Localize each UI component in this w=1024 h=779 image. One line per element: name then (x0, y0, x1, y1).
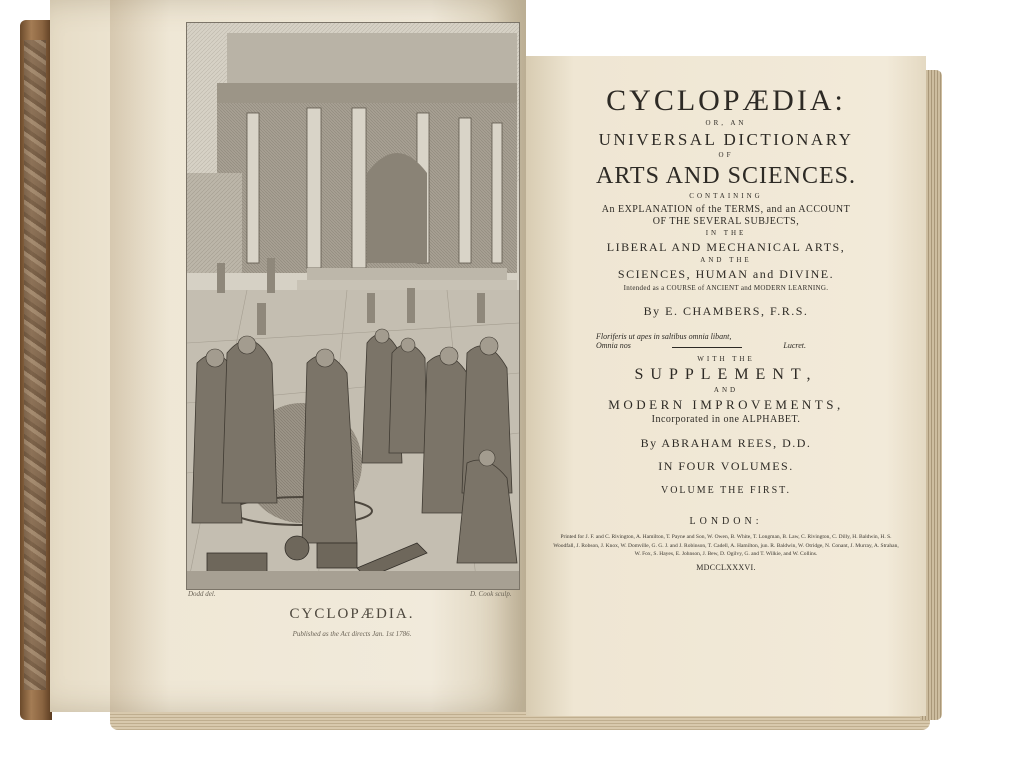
quote-source: Lucret. (783, 340, 806, 350)
engraving-credit-left: Dodd del. (188, 590, 216, 598)
explanation-line: An EXPLANATION of the TERMS, and an ACCOUNT (601, 204, 851, 216)
frontispiece-engraving (186, 22, 520, 590)
liberal-arts-line: LIBERAL AND MECHANICAL ARTS, (606, 239, 846, 254)
frontispiece-published-note: Published as the Act directs Jan. 1st 1786. (292, 630, 412, 638)
and-the-label: AND THE (700, 256, 752, 265)
subtitle-or-an: OR, AN (705, 119, 747, 127)
in-the-label: IN THE (705, 229, 747, 238)
quote-line-1: Floriferis ut apes in saltibus omnia libant, (596, 331, 732, 341)
author-chambers: By E. CHAMBERS, F.R.S. (643, 303, 809, 318)
modern-improvements-line: MODERN IMPROVEMENTS, (608, 396, 844, 412)
sciences-line: SCIENCES, HUMAN and DIVINE. (617, 266, 835, 281)
engraving-illustration (187, 23, 519, 589)
book-title: CYCLOPÆDIA: (606, 84, 846, 117)
containing-label: CONTAINING (689, 192, 763, 201)
volumes-line: IN FOUR VOLUMES. (658, 459, 794, 474)
quote-rule (672, 341, 742, 348)
engraving-credit-right: D. Cook sculp. (470, 590, 512, 598)
intended-line: Intended as a COURSE of ANCIENT and MODERN LEARNING. (623, 283, 829, 292)
marbled-cover (24, 40, 46, 690)
and-label: AND (713, 386, 739, 395)
author-rees: By ABRAHAM REES, D.D. (640, 436, 812, 451)
subtitle-of: OF (718, 151, 734, 160)
supplement-line: SUPPLEMENT, (634, 366, 818, 384)
with-the-label: WITH THE (697, 354, 755, 363)
volume-line: VOLUME THE FIRST. (660, 485, 792, 497)
quote-line-2: Omnia nos (596, 340, 631, 350)
subtitle-arts: ARTS AND SCIENCES. (596, 163, 856, 190)
frontispiece-caption: CYCLOPÆDIA. (289, 606, 415, 622)
latin-quote (596, 332, 916, 350)
several-subjects-line: OF THE SEVERAL SUBJECTS, (652, 216, 800, 228)
title-page (536, 84, 916, 577)
incorporated-line: Incorporated in one ALPHABET. (651, 414, 801, 426)
page-fold (110, 0, 170, 712)
subtitle-universal: UNIVERSAL DICTIONARY (598, 129, 854, 149)
printers-list: Printed for J. F. and C. Rivington, A. Hamilton, T. Payne and Son, W. Owen, B. White, T. Longman, B. Law, C. Rivington, C. Dilly, H. Baldwin, H. S. Woodfall, J. Robson, J. Knox, W. Domville, G. G. J. and J. Robinson, T. Cadell, A. Hamilton, jun. R. Baldwin, W. Otridge, N. Conant, J. Murray, A. Strahan, W. Fox, S. Hayes, E. Johnson, J. Bew, D. Ogilvy, G. and T. Wilkie, and W. Collins. (553, 534, 899, 557)
publication-date: MDCCLXXXVI. (696, 563, 756, 573)
london-label: LONDON: (689, 516, 763, 528)
